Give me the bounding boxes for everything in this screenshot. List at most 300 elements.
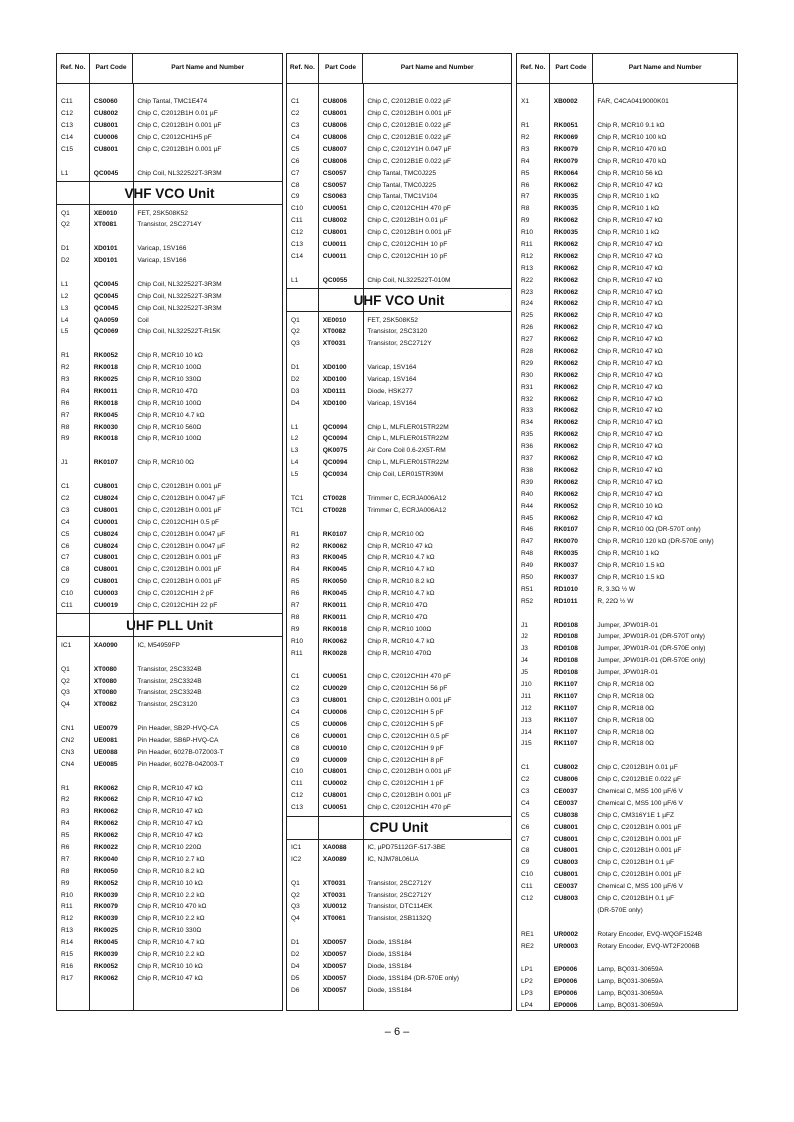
ref-no: C2 xyxy=(61,494,70,502)
part-name: Chip R, MCR10 47 kΩ xyxy=(597,181,663,189)
ref-no: J4 xyxy=(521,657,528,665)
ref-no: C9 xyxy=(61,578,70,586)
table-row xyxy=(57,639,282,651)
table-row xyxy=(57,746,282,758)
part-name: Chip C, C2012B1H 0.01 µF xyxy=(597,764,678,772)
header-part-code: Part Code xyxy=(550,54,594,83)
part-name: Chip C, C2012CH1H 0.5 pF xyxy=(137,518,220,526)
part-code: CU8001 xyxy=(93,578,118,586)
part-code: RK0062 xyxy=(553,490,578,498)
ref-no: L5 xyxy=(61,328,69,336)
ref-no: Q2 xyxy=(61,221,70,229)
part-code: RK0062 xyxy=(322,542,347,550)
part-name: Chip R, MCR10 9.1 kΩ xyxy=(597,122,665,130)
part-code: RK0062 xyxy=(553,241,578,249)
part-code: EP0006 xyxy=(553,1002,578,1010)
header-part-name: Part Name and Number xyxy=(400,64,474,72)
ref-no: R10 xyxy=(521,229,534,237)
table-row xyxy=(57,504,282,516)
table-row xyxy=(287,155,511,167)
ref-no: C2 xyxy=(521,776,530,784)
part-code: RK0045 xyxy=(322,566,347,574)
ref-no: R4 xyxy=(61,820,70,828)
part-name: Chip C, C2012B1H 0.1 µF xyxy=(597,859,675,867)
table-row xyxy=(57,949,282,961)
part-name: Chip R, MCR18 0Ω xyxy=(597,692,654,700)
ref-no: C5 xyxy=(291,145,300,153)
part-code: RD0108 xyxy=(553,621,578,629)
ref-no: R3 xyxy=(291,554,300,562)
table-row xyxy=(287,766,511,778)
part-code: UE0085 xyxy=(93,760,118,768)
table-row xyxy=(287,469,511,481)
ref-no: R9 xyxy=(521,217,530,225)
part-name: Chip C, C2012B1H 0.001 µF xyxy=(367,110,452,118)
part-name: Chip R, MCR10 47 kΩ xyxy=(597,466,663,474)
row-spacer xyxy=(57,651,282,663)
part-code: RK0064 xyxy=(553,169,578,177)
table-row xyxy=(517,560,737,572)
ref-no: C8 xyxy=(521,847,530,855)
part-name: Chip C, C2012CH1H 56 pF xyxy=(367,685,448,693)
part-name: Chip R, MCR10 2.7 kΩ xyxy=(137,855,205,863)
table-row xyxy=(57,385,282,397)
part-code: RK0070 xyxy=(553,538,578,546)
part-name: Chip R, MCR18 0Ω xyxy=(597,716,654,724)
table-row xyxy=(517,976,737,988)
ref-no: R38 xyxy=(521,466,534,474)
part-name: Chip R, MCR10 47 kΩ xyxy=(597,264,663,272)
table-row xyxy=(287,611,511,623)
part-code: CE0037 xyxy=(553,799,578,807)
part-code: CU8003 xyxy=(553,895,578,902)
table-row xyxy=(287,132,511,144)
ref-no: R40 xyxy=(521,490,534,498)
part-code: XU0012 xyxy=(322,903,347,911)
part-name: Chip R, MCR10 1.5 kΩ xyxy=(597,573,665,581)
part-code: XD0100 xyxy=(322,364,347,372)
table-row xyxy=(287,96,511,108)
table-row xyxy=(517,132,737,144)
table-row xyxy=(517,369,737,381)
ref-no: R7 xyxy=(61,855,70,863)
part-code: RK0011 xyxy=(322,613,347,621)
part-code: RK0062 xyxy=(93,820,118,828)
part-name: Transistor, 2SC3324B xyxy=(137,665,202,673)
part-name: Transistor, 2SC3120 xyxy=(137,701,198,709)
ref-no: Q1 xyxy=(291,316,300,324)
table-row xyxy=(517,821,737,833)
part-code: CU8002 xyxy=(322,217,347,225)
part-name: Chip R, MCR10 47 kΩ xyxy=(597,359,663,367)
part-code: XD0057 xyxy=(322,939,347,947)
table-row xyxy=(517,250,737,262)
ref-no: Q3 xyxy=(291,340,300,348)
part-code: XD0111 xyxy=(322,387,346,395)
part-code: CS0057 xyxy=(322,181,347,189)
row-spacer xyxy=(287,925,511,937)
part-code: RK0062 xyxy=(553,288,578,296)
ref-no: R9 xyxy=(61,435,70,443)
part-name: Diode, 1SS184 xyxy=(367,939,412,947)
table-row xyxy=(287,433,511,445)
part-name: Chip Coil, NL322522T-3R3M xyxy=(137,280,222,288)
ref-no: D1 xyxy=(291,939,300,947)
part-name: R, 22Ω ½ W xyxy=(597,597,634,605)
ref-no: J14 xyxy=(521,728,532,736)
table-row xyxy=(287,913,511,925)
header-part-name: Part Name and Number xyxy=(171,64,245,72)
ref-no: R8 xyxy=(61,867,70,875)
part-code: RK0050 xyxy=(322,578,347,586)
ref-no: Q4 xyxy=(61,701,70,709)
part-name: Chip Coil, NL322522T-3R3M xyxy=(137,304,222,312)
part-code: XD0100 xyxy=(322,376,347,384)
ref-no: C13 xyxy=(291,804,304,812)
ref-no: LP1 xyxy=(521,966,533,974)
part-code: RK0062 xyxy=(553,431,578,439)
part-name: Diode, 1SS184 xyxy=(367,951,412,958)
part-name: Chip C, C2012B1H 0.01 µF xyxy=(367,217,448,225)
part-code: QC0094 xyxy=(322,459,348,467)
part-name: Chip C, C2012B1H 0.001 µF xyxy=(597,835,682,843)
part-code: RK0062 xyxy=(322,637,347,645)
part-code: RK0062 xyxy=(553,383,578,391)
ref-no: R31 xyxy=(521,383,534,391)
part-name: Jumper, JPW01R-01 (DR-570E only) xyxy=(597,657,706,665)
ref-no: R24 xyxy=(521,300,534,308)
part-name: Chemical C, MS5 100 µF/6 V xyxy=(597,883,683,891)
header-part-code: Part Code xyxy=(90,54,134,83)
table-row xyxy=(287,778,511,790)
row-spacer xyxy=(57,770,282,782)
part-name: Transistor, 2SC3324B xyxy=(137,689,202,697)
ref-no: C13 xyxy=(61,122,74,130)
part-code: RK0062 xyxy=(553,312,578,320)
ref-no: C1 xyxy=(61,483,70,491)
parts-table-column-1 xyxy=(56,53,283,1011)
part-code: RK0037 xyxy=(553,573,578,581)
ref-no: R3 xyxy=(61,376,70,384)
table-row xyxy=(517,322,737,334)
part-name: Chip C, C2012B1H 0.001 µF xyxy=(137,122,222,130)
table-row xyxy=(517,572,737,584)
part-code: RK0062 xyxy=(553,252,578,260)
table-row xyxy=(517,904,737,916)
part-code: RK0030 xyxy=(93,423,118,431)
table-row xyxy=(287,338,511,350)
part-code: RK0022 xyxy=(93,843,118,851)
ref-no: CN2 xyxy=(61,736,75,744)
table-row xyxy=(57,528,282,540)
part-code: CU8002 xyxy=(93,110,118,118)
ref-no: C4 xyxy=(291,134,300,141)
table-row xyxy=(287,647,511,659)
table-row xyxy=(287,540,511,552)
part-code: RK0039 xyxy=(93,891,118,899)
ref-no: R13 xyxy=(61,927,74,935)
table-row xyxy=(57,219,282,231)
ref-no: Q1 xyxy=(291,879,300,887)
ref-no: C11 xyxy=(291,217,303,225)
part-name: Varicap, 1SV166 xyxy=(137,245,187,253)
table-row xyxy=(57,853,282,865)
part-code: RK0062 xyxy=(553,324,578,332)
part-name: Chip C, C2012B1H 0.0047 µF xyxy=(137,542,226,550)
ref-no: LP4 xyxy=(521,1002,533,1010)
table-row xyxy=(57,290,282,302)
column-divider xyxy=(133,84,134,1011)
table-row xyxy=(517,679,737,691)
part-code: XD0057 xyxy=(322,986,347,994)
table-row xyxy=(517,1000,737,1011)
ref-no: C7 xyxy=(521,835,530,843)
part-code: RK0050 xyxy=(93,867,118,875)
ref-no: R1 xyxy=(521,122,530,130)
part-code: XT0082 xyxy=(93,701,117,709)
part-name: Chip C, C2012B1E 0.022 µF xyxy=(597,776,682,784)
part-name: Varicap, 1SV166 xyxy=(137,257,187,265)
part-code: RK0107 xyxy=(553,526,578,534)
table-row xyxy=(57,207,282,219)
ref-no: R46 xyxy=(521,526,534,534)
ref-no: C11 xyxy=(521,883,533,891)
ref-no: C11 xyxy=(291,780,303,788)
row-spacer xyxy=(517,607,737,619)
ref-no: D2 xyxy=(61,257,70,265)
table-row xyxy=(287,972,511,984)
part-code: XT0081 xyxy=(93,221,117,229)
table-row xyxy=(287,671,511,683)
ref-no: R52 xyxy=(521,597,534,605)
table-row xyxy=(57,481,282,493)
part-name: Chip R, MCR10 4.7 kΩ xyxy=(367,554,435,562)
table-row xyxy=(57,687,282,699)
part-name: Trimmer C, ECRJA006A12 xyxy=(367,506,447,514)
table-row xyxy=(517,988,737,1000)
part-name: Chip R, MCR10 47 kΩ xyxy=(597,312,663,320)
ref-no: C8 xyxy=(291,744,300,752)
table-row xyxy=(57,576,282,588)
part-name: Chip R, MCR18 0Ω xyxy=(597,704,654,712)
table-row xyxy=(287,564,511,576)
part-name: Chip C, C2012B1H 0.0047 µF xyxy=(137,494,226,502)
part-code: RK0062 xyxy=(553,419,578,427)
ref-no: J11 xyxy=(521,692,532,700)
ref-no: IC2 xyxy=(291,855,302,863)
table-row xyxy=(517,143,737,155)
part-name: Chip R, MCR10 47 kΩ xyxy=(137,808,203,816)
ref-no: R11 xyxy=(61,903,73,911)
part-name: Chip R, MCR10 8.2 kΩ xyxy=(367,578,435,586)
table-row xyxy=(517,346,737,358)
table-row xyxy=(57,901,282,913)
parts-table-column-2 xyxy=(286,53,512,1011)
ref-no: R25 xyxy=(521,312,534,320)
part-name: Chip R, MCR10 47 kΩ xyxy=(597,371,663,379)
table-row xyxy=(287,695,511,707)
part-code: RK0051 xyxy=(553,122,578,130)
part-code: CU8006 xyxy=(553,776,578,784)
table-row xyxy=(287,889,511,901)
part-name: Chip R, MCR10 2.2 kΩ xyxy=(137,915,205,923)
ref-no: X1 xyxy=(521,98,530,106)
part-name: Chip R, MCR10 8.2 kΩ xyxy=(137,867,205,875)
header-ref-no: Ref. No. xyxy=(287,54,319,83)
ref-no: R47 xyxy=(521,538,534,546)
part-name: Chip R, MCR10 47 kΩ xyxy=(597,324,663,332)
table-row xyxy=(517,881,737,893)
table-row xyxy=(287,504,511,516)
part-code: CU8001 xyxy=(93,554,118,562)
ref-no: Q2 xyxy=(61,677,70,685)
ref-no: LP3 xyxy=(521,990,533,998)
part-name: Chip Coil, NL322522T-3R3M xyxy=(137,169,222,177)
part-code: RK0035 xyxy=(553,550,578,558)
part-name: Chip C, C2012CH1H 1 pF xyxy=(367,780,444,788)
part-code: CS0063 xyxy=(322,193,347,201)
part-code: RK0011 xyxy=(93,387,118,395)
row-spacer xyxy=(517,84,737,96)
part-name: Chip Coil, NL322522T-R15K xyxy=(137,328,221,336)
part-code: UE0079 xyxy=(93,725,118,733)
part-code: XA0088 xyxy=(322,843,347,851)
ref-no: J1 xyxy=(61,459,68,467)
ref-no: C15 xyxy=(61,145,74,153)
part-code: RK1107 xyxy=(553,728,578,736)
part-name: Chip Coil, NL322522T-3R3M xyxy=(137,292,222,300)
table-row xyxy=(287,937,511,949)
ref-no: Q3 xyxy=(61,689,70,697)
part-code: CU0006 xyxy=(322,720,347,728)
row-spacer xyxy=(287,659,511,671)
part-name: Jumper, JPW01R-01 (DR-570E only) xyxy=(597,645,706,653)
table-row xyxy=(517,120,737,132)
table-row xyxy=(517,595,737,607)
header-part-code: Part Code xyxy=(319,54,364,83)
part-name: Coil xyxy=(137,316,149,324)
part-name: Chip R, MCR10 47 kΩ xyxy=(137,832,203,840)
ref-no: J12 xyxy=(521,704,532,712)
part-name: Chip C, C2012B1H 0.001 µF xyxy=(137,483,222,491)
ref-no: D3 xyxy=(291,387,300,395)
part-name: Chip C, C2012CH1H 10 pF xyxy=(367,241,448,249)
part-name: Chip R, MCR10 4.7 kΩ xyxy=(137,411,205,419)
part-code: RK0107 xyxy=(93,459,118,467)
table-row xyxy=(57,830,282,842)
ref-no: C3 xyxy=(291,122,300,130)
table-row xyxy=(287,493,511,505)
part-code: QC0045 xyxy=(93,304,119,312)
ref-no: C12 xyxy=(521,895,534,902)
table-row xyxy=(57,937,282,949)
part-name: Lamp, BQ031-30659A xyxy=(597,1002,663,1010)
table-row xyxy=(517,203,737,215)
ref-no: L3 xyxy=(291,447,299,455)
table-row xyxy=(57,326,282,338)
ref-no: J15 xyxy=(521,740,532,748)
part-code: XT0031 xyxy=(322,340,346,348)
ref-no: C14 xyxy=(291,252,304,260)
ref-no: R6 xyxy=(521,181,530,189)
ref-no: D4 xyxy=(291,962,300,970)
ref-no: C1 xyxy=(291,98,300,106)
part-code: RK0079 xyxy=(553,157,578,165)
part-name: Chip R, MCR10 47 kΩ xyxy=(597,514,663,522)
ref-no: C4 xyxy=(521,799,530,807)
part-code: CU8001 xyxy=(553,823,578,831)
part-code: CU8001 xyxy=(93,506,118,514)
part-code: RK0062 xyxy=(553,455,578,463)
table-row xyxy=(517,845,737,857)
table-row xyxy=(287,528,511,540)
table-row xyxy=(287,802,511,814)
part-name: Chip R, MCR10 47Ω xyxy=(367,613,428,621)
row-spacer xyxy=(287,516,511,528)
part-code: RK0062 xyxy=(553,466,578,474)
part-code: RK0045 xyxy=(93,411,118,419)
ref-no: IC1 xyxy=(61,641,72,649)
part-name: Chip C, C2012B1H 0.001 µF xyxy=(597,823,682,831)
part-name: Chip R, MCR10 100 kΩ xyxy=(597,134,667,141)
part-code: RD0108 xyxy=(553,657,578,665)
table-row xyxy=(57,362,282,374)
table-row xyxy=(57,818,282,830)
part-code: RD1011 xyxy=(553,597,578,605)
ref-no: D2 xyxy=(291,376,300,384)
part-name: Chip C, C2012CH1H 22 pF xyxy=(137,601,218,609)
ref-no: R49 xyxy=(521,562,534,570)
section-heading: UHF VCO Unit xyxy=(287,288,511,312)
part-code: CU0051 xyxy=(322,205,347,213)
part-code: CU8002 xyxy=(553,764,578,772)
table-row xyxy=(287,600,511,612)
part-name: Pin Header, 6027B-07Z003-T xyxy=(137,748,224,756)
table-row xyxy=(57,96,282,108)
part-name: Chip C, C2012CH1H 2 pF xyxy=(137,590,214,598)
part-code: CU8001 xyxy=(322,110,347,118)
part-name: Pin Header, SB6P-HVQ-CA xyxy=(137,736,219,744)
table-row xyxy=(287,421,511,433)
ref-no: Q2 xyxy=(291,891,300,899)
ref-no: C6 xyxy=(291,157,300,165)
part-name: Transistor, DTC114EK xyxy=(367,903,433,911)
part-name: Chip Coil, LER015TR39M xyxy=(367,471,444,479)
ref-no: R34 xyxy=(521,419,534,427)
ref-no: R8 xyxy=(61,423,70,431)
part-code: XA0089 xyxy=(322,855,347,863)
table-row xyxy=(517,167,737,179)
part-name: Chip C, C2012CH1H 5 pF xyxy=(367,720,444,728)
part-name: Chip C, C2012B1H 0.001 µF xyxy=(137,145,222,153)
row-spacer xyxy=(57,84,282,96)
ref-no: R2 xyxy=(61,364,70,372)
part-name: Varicap, 1SV164 xyxy=(367,376,417,384)
table-row xyxy=(517,655,737,667)
table-row xyxy=(287,374,511,386)
part-name: Transistor, 2SC3324B xyxy=(137,677,202,685)
part-name: Chip C, CM316Y1E 1 µFZ xyxy=(597,811,675,819)
part-name: Chip R, MCR10 10 kΩ xyxy=(137,962,203,970)
ref-no: R4 xyxy=(291,566,300,574)
ref-no: C7 xyxy=(61,554,70,562)
part-name: Chip R, MCR10 47 kΩ xyxy=(597,276,663,284)
table-row xyxy=(517,702,737,714)
part-name: Chip R, MCR10 100Ω xyxy=(137,435,202,443)
part-code: XE0010 xyxy=(322,316,347,324)
ref-no: C12 xyxy=(291,792,304,800)
part-name: Transistor, 2SC2712Y xyxy=(367,340,432,348)
